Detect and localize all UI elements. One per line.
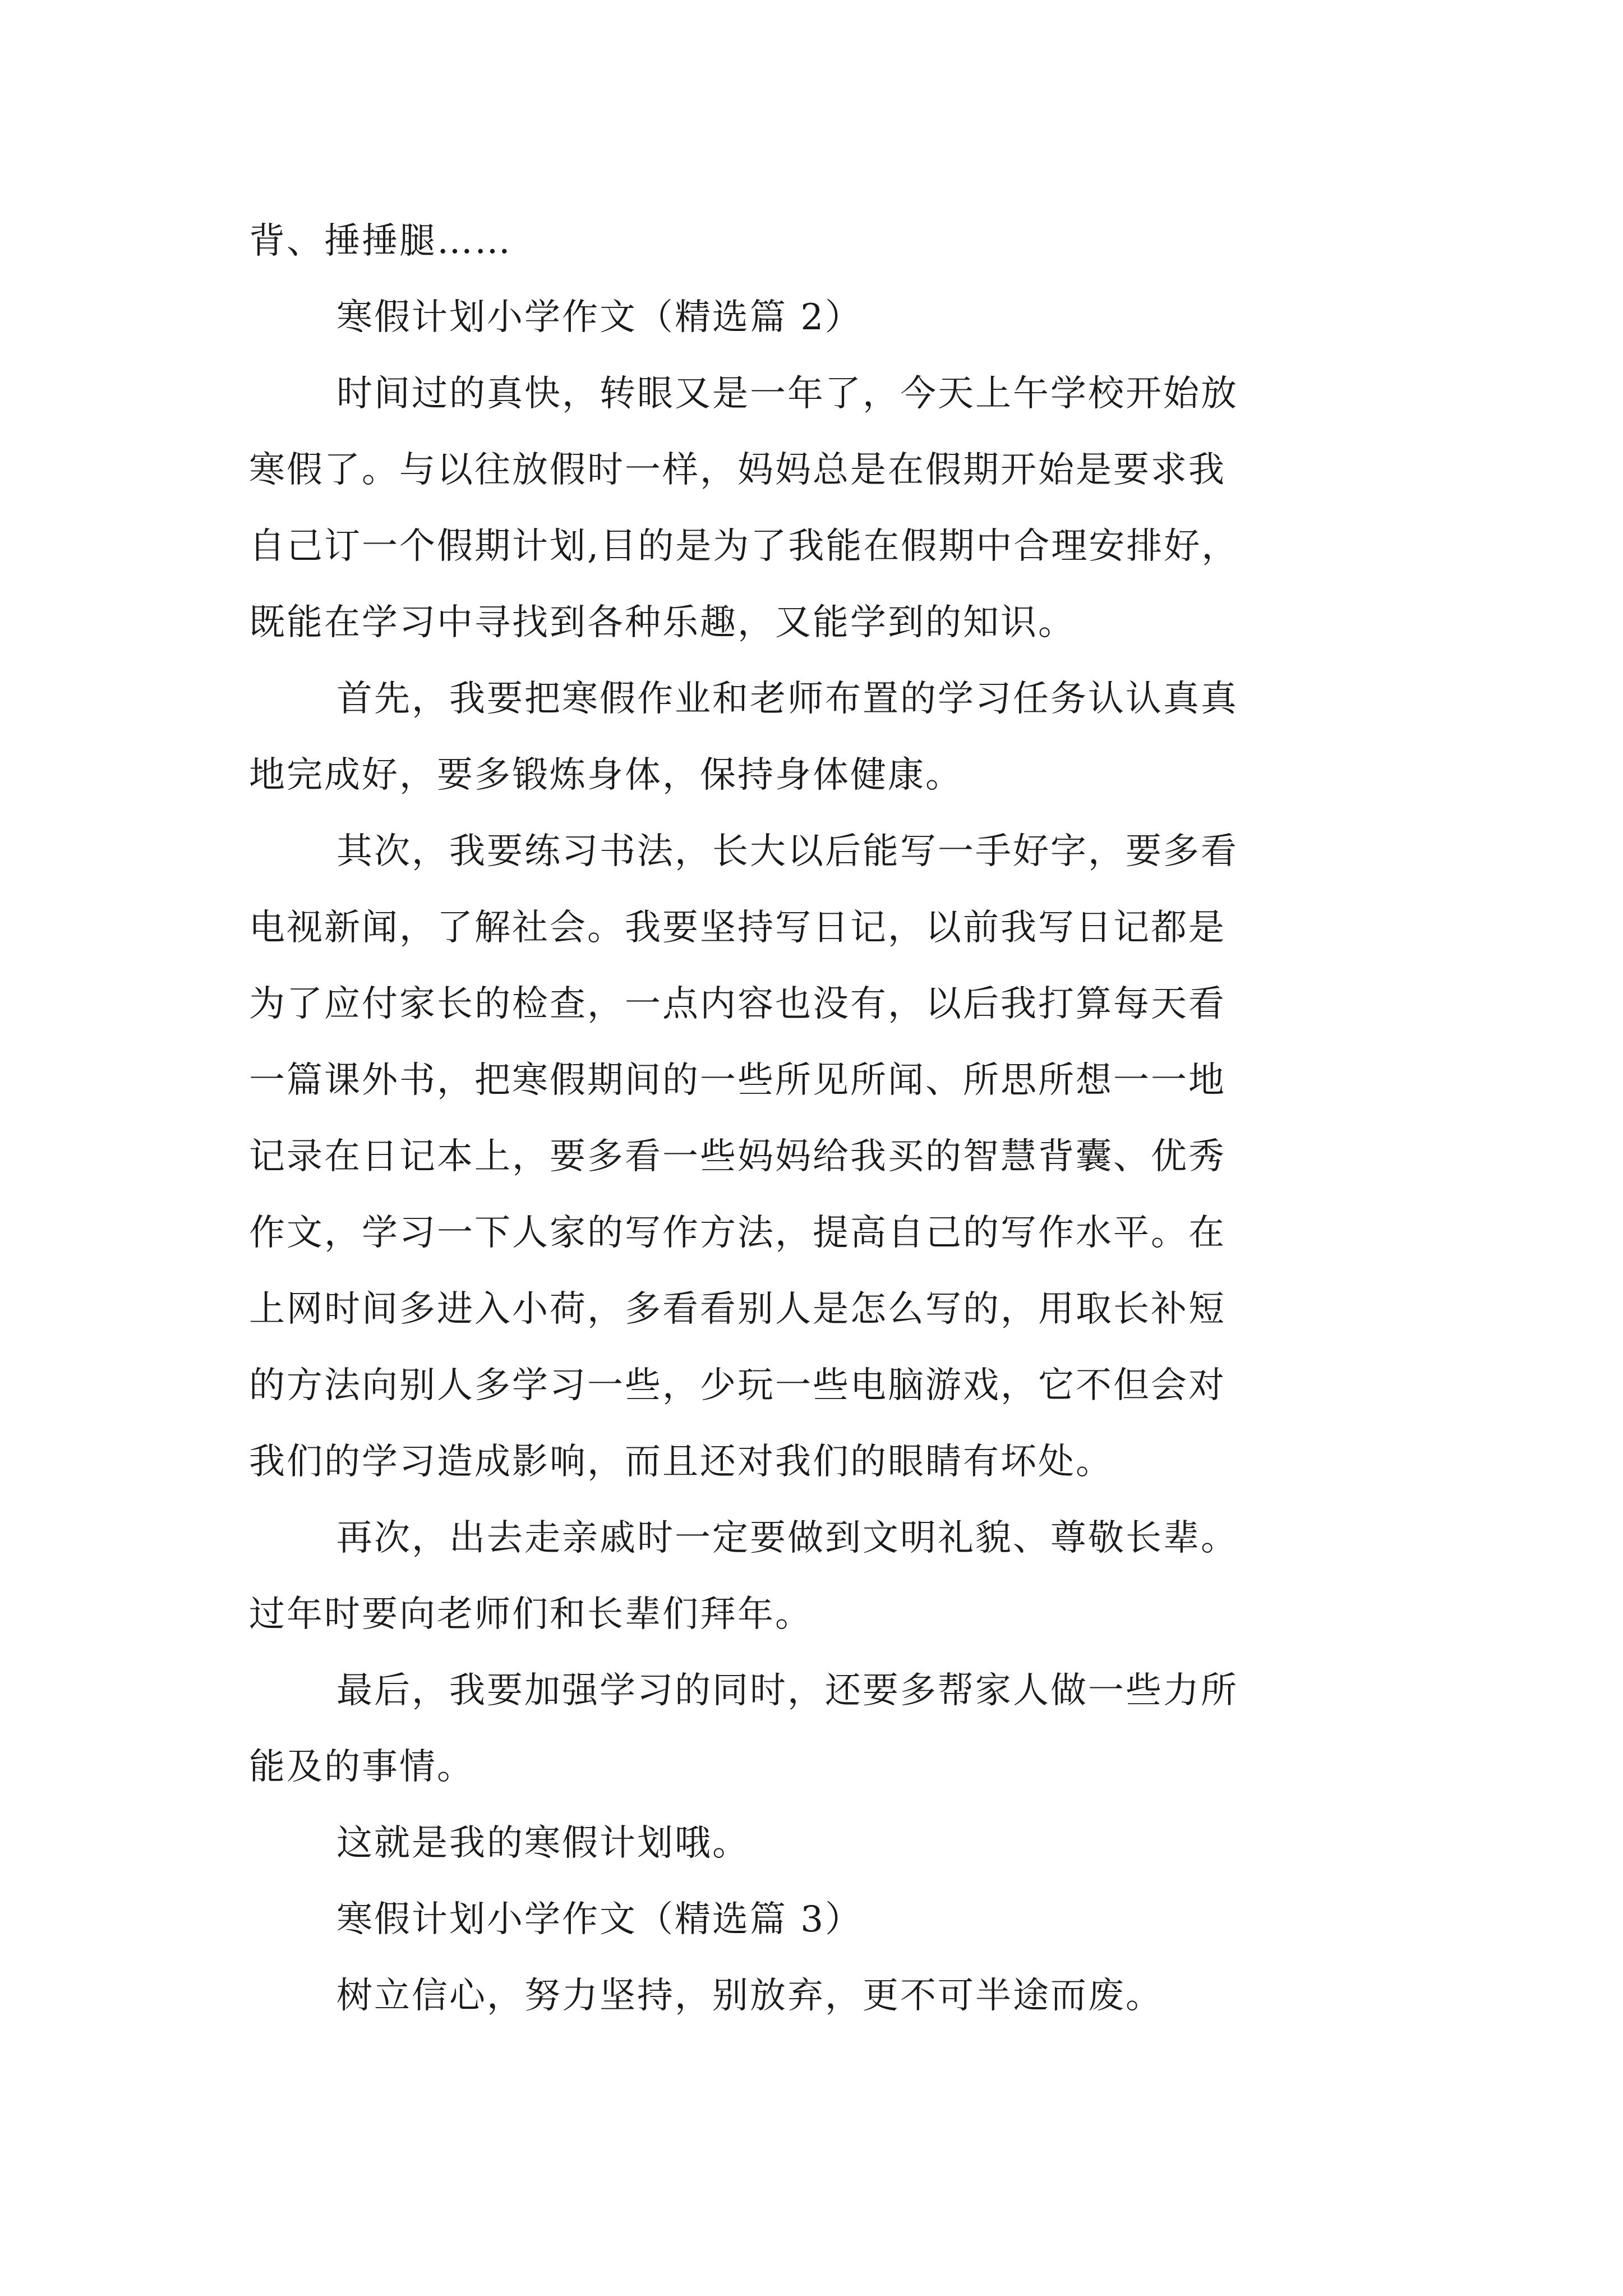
paragraph-line: 上网时间多进入小荷，多看看别人是怎么写的，用取长补短 [249,1289,1226,1330]
paragraph-line: 电视新闻，了解社会。我要坚持写日记，以前我写日记都是 [249,907,1226,949]
paragraph-line: 能及的事情。 [249,1746,474,1788]
text-line: 背、捶捶腿…… [249,220,512,262]
paragraph-line: 一篇课外书，把寒假期间的一些所见所闻、所思所想一一地 [249,1060,1226,1101]
section-heading: 寒假计划小学作文（精选篇 3） [336,1899,863,1940]
paragraph-line: 最后，我要加强学习的同时，还要多帮家人做一些力所 [336,1670,1238,1711]
paragraph-line: 树立信心，努力坚持，别放弃，更不可半途而废。 [336,1975,1163,2017]
paragraph-line: 自己订一个假期计划,目的是为了我能在假期中合理安排好， [249,526,1239,567]
paragraph-line: 过年时要向老师们和长辈们拜年。 [249,1594,813,1635]
section-heading: 寒假计划小学作文（精选篇 2） [336,297,863,338]
paragraph-line: 其次，我要练习书法，长大以后能写一手好字，要多看 [336,831,1238,872]
paragraph-line: 我们的学习造成影响，而且还对我们的眼睛有坏处。 [249,1441,1113,1483]
paragraph-line: 首先，我要把寒假作业和老师布置的学习任务认认真真 [336,678,1238,720]
paragraph-line: 的方法向别人多学习一些，少玩一些电脑游戏，它不但会对 [249,1365,1226,1406]
paragraph-line: 记录在日记本上，要多看一些妈妈给我买的智慧背囊、优秀 [249,1136,1226,1177]
paragraph-line: 这就是我的寒假计划哦。 [336,1823,750,1864]
paragraph-line: 既能在学习中寻找到各种乐趣，又能学到的知识。 [249,602,1076,643]
paragraph-line: 时间过的真快，转眼又是一年了，今天上午学校开始放 [336,373,1238,415]
paragraph-line: 再次，出去走亲戚时一定要做到文明礼貌、尊敬长辈。 [336,1517,1238,1559]
paragraph-line: 作文，学习一下人家的写作方法，提高自己的写作水平。在 [249,1212,1226,1254]
paragraph-line: 地完成好，要多锻炼身体，保持身体健康。 [249,754,963,796]
paragraph-line: 寒假了。与以往放假时一样，妈妈总是在假期开始是要求我 [249,449,1226,491]
paragraph-line: 为了应付家长的检查，一点内容也没有，以后我打算每天看 [249,983,1226,1025]
